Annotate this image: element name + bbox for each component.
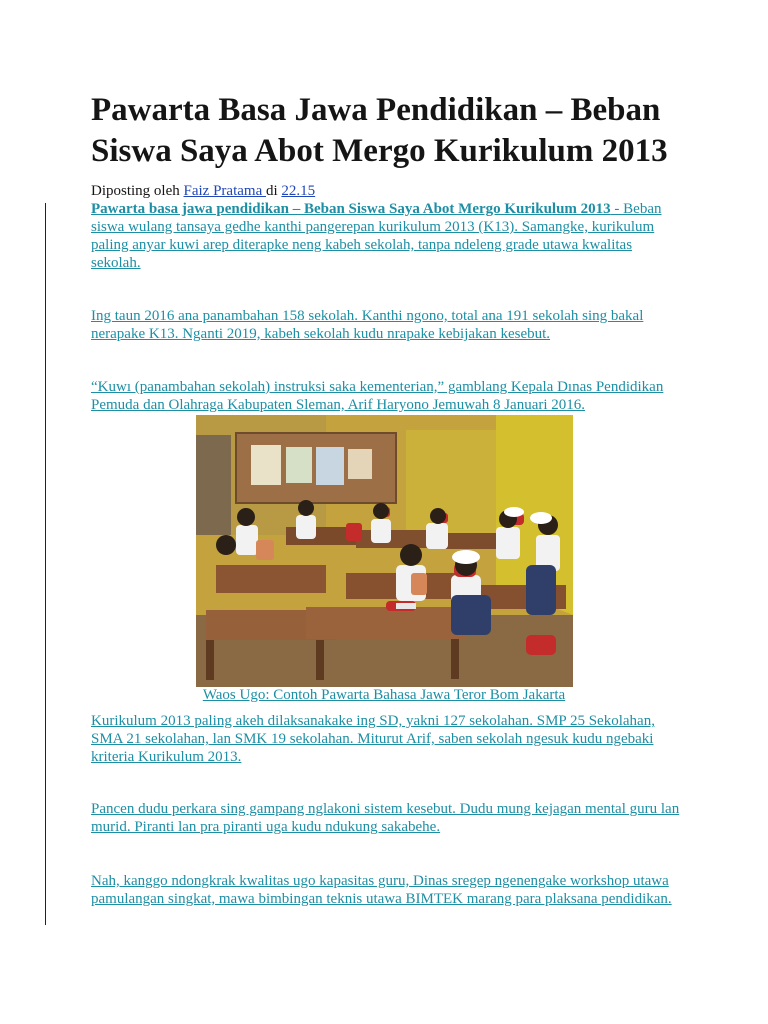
post-time-link[interactable]: 22.15	[281, 183, 316, 199]
read-also-link[interactable]: Waos Ugo: Contoh Pawarta Bahasa Jawa Teror Bom Jakarta	[202, 687, 566, 703]
article-title: Pawarta Basa Jawa Pendidikan – Beban Siswa Saya Abot Mergo Kurikulum 2013	[91, 92, 668, 169]
post-meta	[91, 182, 315, 200]
paragraph-link[interactable]: Ing taun 2016 ana panambahan 158 sekolah. Kanthi ngono, total ana 191 sekolah sing bakal nerapake K13. Nganti 2019, kabeh sekolah kudu nrapake kebijakan kesebut.	[91, 308, 644, 342]
author-link[interactable]: Faiz Pratama	[183, 183, 266, 199]
posted-by-label: Diposting oleh	[91, 183, 184, 199]
margin-change-bar	[45, 203, 46, 925]
classroom-photo	[196, 415, 573, 687]
at-label: di	[265, 183, 282, 199]
paragraph-link[interactable]: Nah, kanggo ndongkrak kwalitas ugo kapasitas guru, Dinas sregep ngenengake workshop utawa pamulangan singkat, mawa bimbingan teknis utawa BIMTEK marang para plaksana pendidikan.	[91, 873, 672, 907]
paragraph-link[interactable]: Pancen dudu perkara sing gampang nglakoni sistem kesebut. Dudu mung kejagan mental guru lan murid. Piranti lan pra piranti uga kudu ndukung sakabehe.	[91, 801, 680, 835]
paragraph-link[interactable]: Kurikulum 2013 paling akeh dilaksanakake ing SD, yakni 127 sekolahan. SMP 25 Sekolahan, SMA 21 sekolahan, lan SMK 19 sekolahan. Miturut Arif, saben sekolah ngesuk kudu ngebaki kriteria Kurikulum 2013.	[91, 713, 655, 765]
paragraph-link[interactable]: “Kuwı (panambahan sekolah) instruksi saka kementerian,” gamblang Kepala Dınas Pendidikan Pemuda dan Olahraga Kabupaten Sleman, Arif Haryono Jemuwah 8 Januari 2016.	[91, 379, 664, 413]
lead-rest-text: - Beban siswa wulang tansaya gedhe kanthi pangerepan kurikulum 2013 (K13). Samangke, kurikulum paling anyar kuwi arep diterapke neng kabeh sekolah, tanpa ndeleng grade utawa kwalitas sekolah.	[91, 201, 662, 271]
lead-strong-text: Pawarta basa jawa pendidikan – Beban Siswa Saya Abot Mergo Kurikulum 2013	[91, 201, 611, 217]
lead-paragraph-link[interactable]	[91, 200, 681, 272]
